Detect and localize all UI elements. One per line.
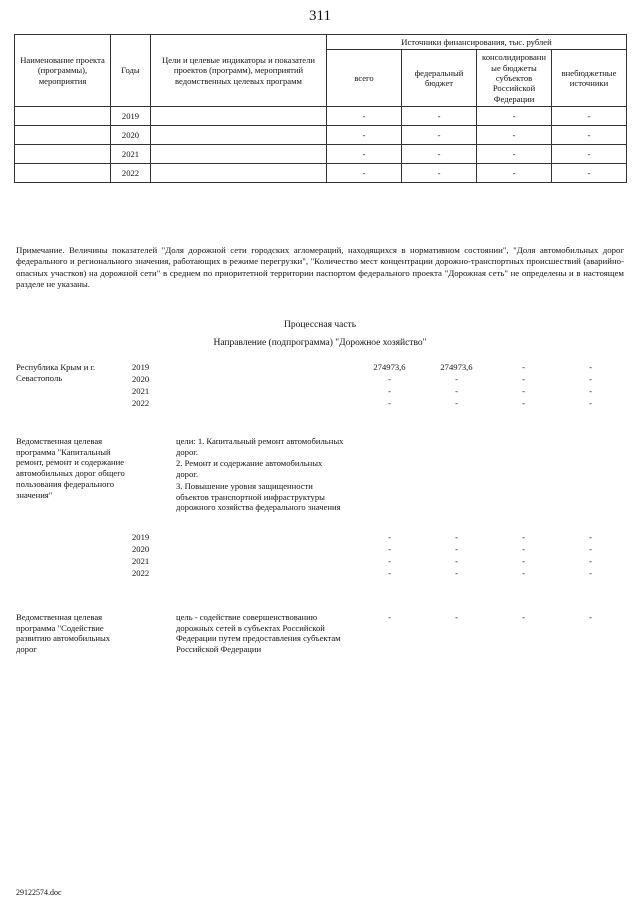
header-regional: консолидированные бюджеты субъектов Российской Федерации xyxy=(477,50,552,107)
value-row xyxy=(356,374,624,386)
cell-empty xyxy=(15,125,111,144)
value-regional: - xyxy=(522,556,525,566)
value-regional: - xyxy=(522,362,525,372)
value-regional: - xyxy=(522,532,525,542)
crimea-years xyxy=(132,362,172,410)
value-row xyxy=(356,398,624,410)
value-row xyxy=(356,612,624,624)
table-row xyxy=(15,144,627,163)
program-development-block xyxy=(16,612,624,682)
value-total: - xyxy=(388,544,391,554)
header-project-name: Наименование проекта (программы), мероприятия xyxy=(15,35,111,107)
cell-federal: - xyxy=(402,163,477,182)
value-regional: - xyxy=(522,374,525,384)
year-label: 2021 xyxy=(132,386,150,396)
goal-item: цель - содействие совершенствованию дорожных сетей в субъектах Российской Федерации путем предоставления субъектам Российской Федерации xyxy=(176,612,341,655)
header-sources: Источники финансирования, тыс. рублей xyxy=(327,35,627,50)
year-label: 2020 xyxy=(132,544,150,554)
program-repair-years xyxy=(132,532,172,580)
header-years: Годы xyxy=(111,35,151,107)
cell-goal xyxy=(151,163,327,182)
year-label: 2019 xyxy=(132,362,150,372)
value-federal: - xyxy=(455,568,458,578)
value-federal: - xyxy=(455,544,458,554)
process-part-title: Процессная часть xyxy=(283,320,357,330)
program-development-values xyxy=(356,612,624,624)
note-paragraph: Примечание. Величины показателей "Доля дорожной сети городских агломераций, находящихся в нормативном состоянии", "Доля автомобильных дорог федерального и регионального значения, работающих в режиме перегрузки", "Количество мест концентрации дорожно-транспортных происшествий (аварийно-опасных участков) на дорожной сети" в среднем по приоритетной территории паспортом федерального проекта "Дорожная сеть" не определены и в настоящем разделе не указаны. xyxy=(16,245,624,290)
year-label: 2022 xyxy=(132,568,150,578)
year-label: 2022 xyxy=(132,398,150,408)
cell-total: - xyxy=(327,106,402,125)
cell-empty xyxy=(15,163,111,182)
cell-year: 2020 xyxy=(111,125,151,144)
cell-year: 2022 xyxy=(111,163,151,182)
value-regional: - xyxy=(522,568,525,578)
cell-goal xyxy=(151,125,327,144)
value-regional: - xyxy=(522,398,525,408)
document-id: 29122574.doc xyxy=(16,888,62,897)
page-number: 311 xyxy=(309,8,331,24)
program-development-name: Ведомственная целевая программа "Содействие развитию автомобильных дорог xyxy=(16,612,111,655)
value-extra: - xyxy=(589,556,592,566)
value-extra: - xyxy=(589,386,592,396)
crimea-block xyxy=(16,362,624,422)
table-row xyxy=(15,106,627,125)
cell-regional: - xyxy=(477,106,552,125)
value-federal: - xyxy=(455,398,458,408)
program-repair-values xyxy=(356,532,624,580)
value-federal: 274973,6 xyxy=(440,362,473,372)
value-extra: - xyxy=(589,374,592,384)
cell-empty xyxy=(15,144,111,163)
value-federal: - xyxy=(455,612,458,622)
value-extra: - xyxy=(589,398,592,408)
direction-title: Направление (подпрограмма) "Дорожное хозяйство" xyxy=(213,338,427,348)
cell-extra: - xyxy=(552,106,627,125)
value-total: - xyxy=(388,532,391,542)
cell-goal xyxy=(151,144,327,163)
value-regional: - xyxy=(522,386,525,396)
value-regional: - xyxy=(522,544,525,554)
cell-extra: - xyxy=(552,144,627,163)
cell-total: - xyxy=(327,125,402,144)
value-federal: - xyxy=(455,374,458,384)
table-row xyxy=(15,125,627,144)
cell-federal: - xyxy=(402,125,477,144)
value-row xyxy=(356,386,624,398)
cell-goal xyxy=(151,106,327,125)
goal-item: 2. Ремонт и содержание автомобильных дорог. xyxy=(176,458,323,480)
cell-extra: - xyxy=(552,125,627,144)
value-total: - xyxy=(388,612,391,622)
value-total: - xyxy=(388,556,391,566)
cell-federal: - xyxy=(402,106,477,125)
cell-extra: - xyxy=(552,163,627,182)
value-total: - xyxy=(388,568,391,578)
value-extra: - xyxy=(589,532,592,542)
value-row xyxy=(356,362,624,374)
value-regional: - xyxy=(522,612,525,622)
value-federal: - xyxy=(455,556,458,566)
header-extra: внебюджетные источники xyxy=(552,50,627,107)
program-repair-name: Ведомственная целевая программа "Капитальный ремонт, ремонт и содержание автомобильных дорог общего пользования федерального значения" xyxy=(16,436,125,500)
value-extra: - xyxy=(589,544,592,554)
cell-federal: - xyxy=(402,144,477,163)
year-label: 2021 xyxy=(132,556,150,566)
value-row xyxy=(356,532,624,544)
value-total: - xyxy=(388,386,391,396)
goal-item: цели: 1. Капитальный ремонт автомобильных дорог. xyxy=(176,436,344,457)
program-repair-goals xyxy=(176,436,346,514)
value-row xyxy=(356,568,624,580)
value-total: 274973,6 xyxy=(373,362,406,372)
header-federal: федеральный бюджет xyxy=(402,50,477,107)
table-row xyxy=(15,163,627,182)
crimea-name: Республика Крым и г. Севастополь xyxy=(16,362,96,383)
value-extra: - xyxy=(589,612,592,622)
value-total: - xyxy=(388,398,391,408)
cell-total: - xyxy=(327,144,402,163)
cell-total: - xyxy=(327,163,402,182)
value-extra: - xyxy=(589,362,592,372)
cell-year: 2021 xyxy=(111,144,151,163)
program-repair-block xyxy=(16,436,624,586)
year-label: 2020 xyxy=(132,374,150,384)
goal-item: 3. Повышение уровня защищенности объектов транспортной инфраструктуры дорожного хозяйства федерального значения xyxy=(176,480,341,513)
header-total: всего xyxy=(327,50,402,107)
value-federal: - xyxy=(455,386,458,396)
crimea-values xyxy=(356,362,624,410)
cell-regional: - xyxy=(477,163,552,182)
value-extra: - xyxy=(589,568,592,578)
value-row xyxy=(356,556,624,568)
cell-regional: - xyxy=(477,125,552,144)
value-federal: - xyxy=(455,532,458,542)
year-label: 2019 xyxy=(132,532,150,542)
financing-table xyxy=(14,34,627,183)
header-goals: Цели и целевые индикаторы и показатели проектов (программ), мероприятий ведомственных целевых программ xyxy=(151,35,327,107)
cell-regional: - xyxy=(477,144,552,163)
value-row xyxy=(356,544,624,556)
value-total: - xyxy=(388,374,391,384)
program-development-goals xyxy=(176,612,346,656)
cell-empty xyxy=(15,106,111,125)
cell-year: 2019 xyxy=(111,106,151,125)
